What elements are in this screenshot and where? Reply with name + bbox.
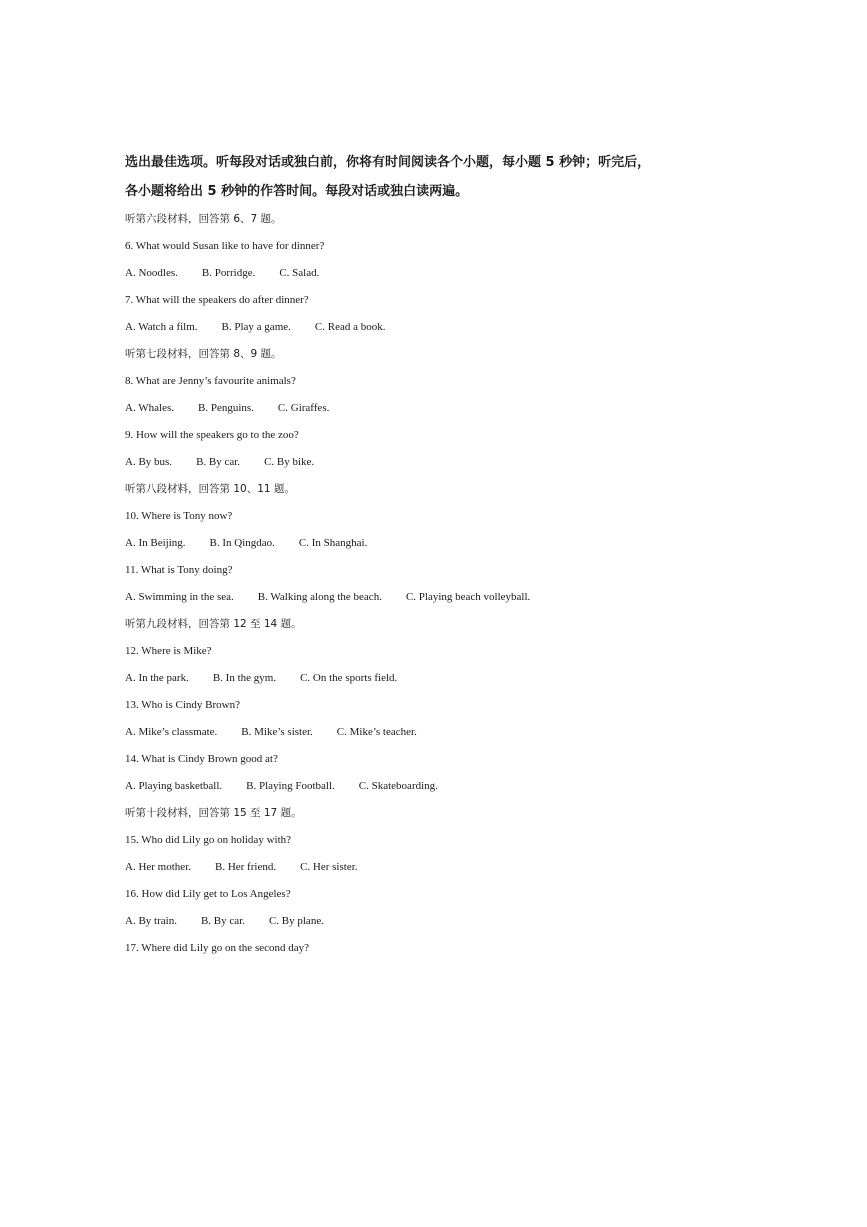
option-b: B. In Qingdao. xyxy=(209,537,275,549)
question-text: 10. Where is Tony now? xyxy=(125,510,233,522)
question-text: 14. What is Cindy Brown good at? xyxy=(125,753,278,765)
option-b: B. By car. xyxy=(200,915,245,927)
option-b: B. Her friend. xyxy=(214,861,277,873)
question-text: 13. Who is Cindy Brown? xyxy=(125,699,240,711)
question-text: 6. What would Susan like to have for dinner? xyxy=(125,240,325,252)
option-b: B. In the gym. xyxy=(212,672,277,684)
option-a: A. Whales. xyxy=(125,402,174,414)
answer-options xyxy=(125,449,725,476)
option-c: C. On the sports field. xyxy=(300,672,398,684)
section-heading: 听第九段材料，回答第 12 至 14 题。 xyxy=(125,618,302,630)
answer-options xyxy=(125,584,725,611)
option-c: C. Salad. xyxy=(279,267,320,279)
section-heading: 听第八段材料，回答第 10、11 题。 xyxy=(125,483,295,495)
option-a: A. Swimming in the sea. xyxy=(125,591,234,603)
instructions-line-2: 各小题将给出 5 秒钟的作答时间。每段对话或独白读两遍。 xyxy=(125,184,469,199)
instructions-line-1: 选出最佳选项。听每段对话或独白前，你将有时间阅读各个小题，每小题 5 秒钟；听完后， xyxy=(125,155,651,170)
option-c: C. By bike. xyxy=(264,456,315,468)
answer-options xyxy=(125,665,725,692)
answer-options xyxy=(125,773,725,800)
section-heading: 听第六段材料，回答第 6、7 题。 xyxy=(125,213,282,225)
option-a: A. Playing basketball. xyxy=(125,780,223,792)
answer-options xyxy=(125,260,725,287)
document-page xyxy=(125,148,725,962)
question-text: 12. Where is Mike? xyxy=(125,645,212,657)
option-a: A. By bus. xyxy=(125,456,173,468)
option-c: C. Her sister. xyxy=(300,861,358,873)
question-text: 11. What is Tony doing? xyxy=(125,564,233,576)
question-text: 7. What will the speakers do after dinner? xyxy=(125,294,309,306)
option-b: B. Porridge. xyxy=(201,267,256,279)
question-text: 9. How will the speakers go to the zoo? xyxy=(125,429,299,441)
option-b: B. Penguins. xyxy=(197,402,254,414)
question-text: 17. Where did Lily go on the second day? xyxy=(125,942,309,954)
question-text: 8. What are Jenny’s favourite animals? xyxy=(125,375,296,387)
option-c: C. Playing beach volleyball. xyxy=(405,591,531,603)
option-b: B. By car. xyxy=(196,456,241,468)
answer-options xyxy=(125,530,725,557)
option-a: A. Her mother. xyxy=(125,861,191,873)
option-a: A. Noodles. xyxy=(125,267,178,279)
question-text: 16. How did Lily get to Los Angeles? xyxy=(125,888,291,900)
question-text: 15. Who did Lily go on holiday with? xyxy=(125,834,292,846)
option-a: A. Mike’s classmate. xyxy=(125,726,218,738)
option-a: A. Watch a film. xyxy=(125,321,198,333)
answer-options xyxy=(125,395,725,422)
answer-options xyxy=(125,854,725,881)
option-c: C. Mike’s teacher. xyxy=(336,726,417,738)
answer-options xyxy=(125,719,725,746)
section-heading: 听第七段材料，回答第 8、9 题。 xyxy=(125,348,282,360)
answer-options xyxy=(125,908,725,935)
option-c: C. Skateboarding. xyxy=(358,780,438,792)
option-b: B. Walking along the beach. xyxy=(257,591,382,603)
option-c: C. Read a book. xyxy=(314,321,386,333)
option-c: C. Giraffes. xyxy=(277,402,330,414)
question-list xyxy=(125,206,725,962)
option-b: B. Playing Football. xyxy=(246,780,335,792)
option-a: A. In Beijing. xyxy=(125,537,186,549)
option-a: A. In the park. xyxy=(125,672,189,684)
section-heading: 听第十段材料，回答第 15 至 17 题。 xyxy=(125,807,302,819)
option-b: B. Mike’s sister. xyxy=(241,726,313,738)
option-a: A. By train. xyxy=(125,915,177,927)
answer-options xyxy=(125,314,725,341)
option-b: B. Play a game. xyxy=(221,321,291,333)
option-c: C. In Shanghai. xyxy=(298,537,368,549)
option-c: C. By plane. xyxy=(268,915,324,927)
